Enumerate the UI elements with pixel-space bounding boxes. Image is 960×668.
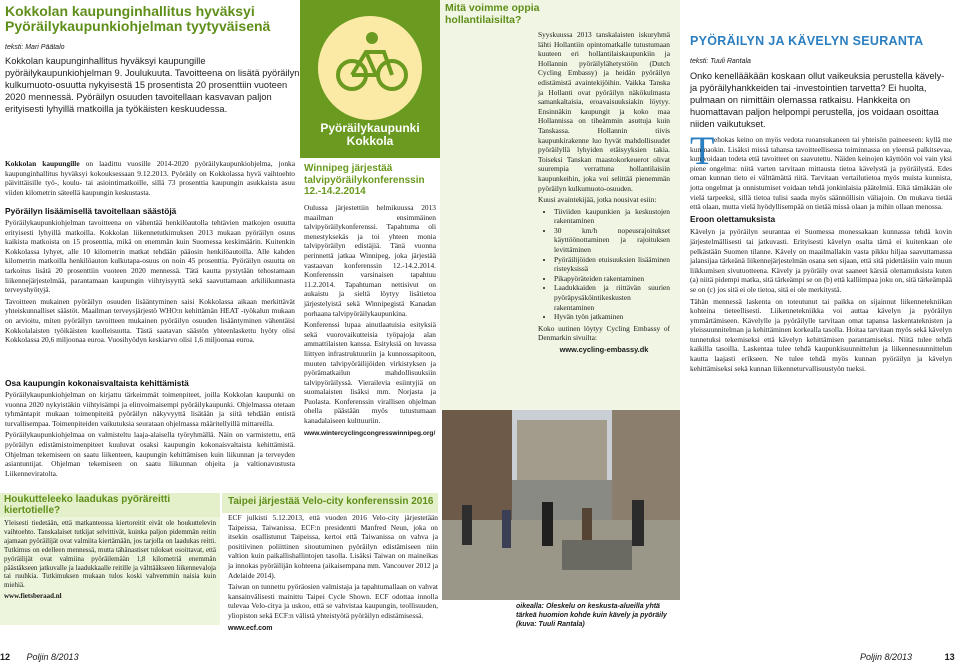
- left-p4: Pyöräilykaupunkiohjelmaa on valmisteltu laaja-alaisella työryhmällä. Näin on varmistettu, että pyöräilyn edistämistoimenpiteet kuuluvat osaksi kaupungin kokonaisvaltaista kehittämistä. Ohjelman tekemiseen on saatu liikenteen, kaupungin kehittämisen kuin liikunnan ja terveyden asiantuntijat. Ohjelman tekemiseen on saatu liikunnan ohjeita ja valtionavustusta Liikenneviratolta.: [5, 430, 295, 478]
- right-p3: Tähän mennessä laskenta on toteutunut tai paikka on sijainnut liikennetekniikan kohteina tieteellisesti. Liikennetekniikka voi auttaa kävelyn ja pyöräilyn ymmärtämiseen. Kävelylle ja pyöräilylle tarvitaan omat tapansa laskentateknisten ja yleissuunnitelman ja kehittäminen korkealla tasolla. Hoitaa tarvitaan myös sekä kävelyn tunnetuksi tekemiseksi että kävelyn kehittämisen parantamiseksi. Niitä tulee tehdä kaikilla tasoilla. Laskentaa tulee tehdä kaupunkisuunnittelun ja liikennesuunnittelun kautta laajasti erikseen. Ne tulee tehdä myös kunnan pyöräilyn ja kävelyn kehittämiseksi sekä kunnan liikenneturvallisuustyön tueksi.: [690, 296, 952, 373]
- dutch-box-text: [538, 30, 670, 357]
- left-intro: [5, 159, 295, 199]
- dutch-bullet: • 30 km/h nopeusrajoitukset käyttöönottaminen ja rajoituksen levittäminen: [554, 226, 670, 255]
- right-footer: [860, 652, 955, 662]
- logo-block: [300, 0, 440, 158]
- left-p3: Pyöräilykaupunkiohjelman on kirjattu tärkeimmät toimenpiteet, joilla Kokkolan kaupunki on vuonna 2020 nykyistäkin viihtyisämpi ja elinvoimaisempi pyöräilykaupunki. Ohjelmassa otetaan tyhmäntapit mukaan toimenpiteitä pyöräilyn näkyvyyttä lisätään ja siitä tehdään entistä turvallisempaa. Toimenpiteiden vaikutuksia seurataan ohjelmassa määritellyillä mittareilla.: [5, 390, 295, 428]
- street-photo: [442, 410, 680, 600]
- dutch-bullet-list: [538, 207, 670, 322]
- left-footer: [0, 652, 79, 662]
- dutch-p3: Koko uutinen löytyy Cycling Embassy of Denmarkin sivuilta:: [538, 323, 670, 343]
- dutch-p1: Syyskuussa 2013 tanskalaisten iskuryhmä lähti Hollantiin opintomatkalle tutustumaan kuuteen eri hollantilaiskaupunkiin ja Hollannin pyöräilylähetystöön (Dutch Cycling Embassy) ja heidän pyöräilyn edistämistä avaintekijöihin. Vaikka Tanska ja Hollanti ovat pyöräilyn näkökulmasta samankaltaisia, eroavaisuuksiakin löytyy. Ensinnäkin kaupungit ja koko maa Hollannissa on tiheämmin asuttuja kuin Tanskassa. Hollannin tiivis kaupunkirakenne luo hyvät mahdollisuudet pyöräilyllä lyhyiden etäisyyksien takia. Toiseksi Tanskan maastokorkeuerot olivat suurempia verrattuna hollantilaisiin kaupunkeihin, joka voi selittää pienemmän pyöräilyn kulkumuoto-osuuden.: [538, 30, 670, 193]
- middle-velo-text: [228, 513, 438, 635]
- left-box-paragraph: Yleisesti tiedetään, että matkanteossa kiertoreitit eivät ole houkuttelevin vaihtoehto. Tanskalaiset tutkijat selvittivät, kuinka paljon pidemmän reitin ajamaan pyöräilijät ovat valmiita kiertämään, jos tarjolla on laadukas reitti. Tutkimus on edelleen mennessä, mutta tähänastiset tulokset osoittavat, että pyöräilijät ovat valmiina pyöräilemään 1,8 kilometriä enemmän päästäkseen jatkuvalle ja laadukkaalle reitille ja välttääkseen liikennevaloja tai ruuhkia. Tutkimuksen mukaan tulos koski vahvemmin naisia kuin miehiä.: [4, 519, 216, 590]
- left-p1: Pyöräilykaupunkiohjelman tavoitteena on vähentää henkilöautolla tehtävien matkojen osuutta erityisesti lyhyillä matkoilla. Kokkolan liikennetutkimuksen 2013 mukaan pyöräilyn osuus kaikista matkoista on 15 prosenttia, mikä on enemmän kuin Suomessa keskimäärin. Kuitenkin Kokkolassa lyhyet, alle 10 kilometrin matkat tehdään pääosin henkilöautoilla. Alle kahden kilometrin matkoilla henkilöauton kulkutapa-osuus on noin 45 prosenttia. Pyöräilyn osuutta on tarkoitus lisätä 20 prosenttiin vuoteen 2020 mennessä. Tätä kautta pystytään tehostamaan liikennejärjestelmää, parantamaan kaupungin viihtyisyyttä sekä saavuttamaan arkiliikunnasta terveyshyötyjä.: [5, 218, 295, 295]
- velo-p2: Taiwan on tunnettu pyöräosien valmistaja ja tapahtumallaan on vahvat kansainvälisesti mainittu Taipei Cycle Shown. ECF odottaa innolla tulevaa Velo-citya ja uskoo, että se vahvistaa kaupungin, teollisuuden, yliopiston sekä ECF:n välistä yhteistyötä pyöräilyn edistämisessä.: [228, 582, 438, 620]
- intro-bold: Kokkolan kaupungille: [5, 159, 80, 168]
- left-title: Kokkolan kaupunginhallitus hyväksyi Pyöräilykaupunkiohjelman tyytyväisenä: [5, 3, 271, 34]
- left-author: teksti: Mari Päätalo: [5, 44, 65, 51]
- conf-url[interactable]: www.wintercyclingcongresswinnipeg.org/: [304, 429, 436, 437]
- right-body: [690, 135, 952, 375]
- velo-p1: ECF julkisti 5.12.2013, että vuoden 2016 Velo-city järjestetään Taipeissa, Taiwanissa. ECF:n presidentti Manfred Neun, joka on itsekin osallistunut Taipeissa, kertoi että Taiwanissa on vahva ja positiivinen poliittinen sitoutuminen pyöräilyn edistämiseen niin valtion kuin paikallishallintojen tasolla. Lisäksi Taiwan on maineikas ja innokas pyöräilijän kohteena (aikaisempana mm. Vancouver 2012 ja Adelaide 2014).: [228, 513, 438, 580]
- middle-velo-heading: Taipei järjestää Velo-city konferenssin 2016: [228, 496, 434, 507]
- right-magazine: Poljin 8/2013: [860, 652, 913, 662]
- right-heading: Eroon olettamuksista: [690, 213, 776, 224]
- dutch-bullet: • Laadukkaiden ja riittävän suurien pyöräpysäköintikeskusten rakentaminen: [554, 283, 670, 312]
- left-box-url[interactable]: www.fietsberaad.nl: [4, 592, 62, 601]
- left-box-text: [4, 519, 216, 603]
- dutch-bullet: • Tiiviiden kaupunkien ja keskustojen rakentaminen: [554, 207, 670, 226]
- conf-p2: Konferenssi lupaa ainutlaatuisia esityksiä sekä vuorovaikutteisia työpajoja alan ammattilaisten kanssa. Esityksiä on luvassa liittyen infrastruktuuriin ja kunnossapitoon, muuten talvipyöräilijöiden virkistyksen ja pyörämatkailun mahdollisuuksiin talvipyöräilyssä. Vierailevia esiintyjiä on suomalaisten lisäksi mm. Norjasta ja Puolasta. Konferenssin virallisen ohjelman ohella päästään myös tutustumaan kanadalaiseen kulttuuriin.: [304, 320, 436, 426]
- left-p2: Tavoitteen mukainen pyöräilyn osuuden lisääntyminen saisi Kokkolassa aikaan merkittävät yhteiskunnalliset säästöt. Maailman terveysjärjestö WHO:n kehittämän HEAT -työkalun mukaan on arvioitu, miten pyöräilyn tavoitteen mukainen pyöräilyn osuuden lisääntyminen vähentäisi Kokkolalaisten työikäisten kuolleisuutta. Tästä saatavan säästön yhteenlaskettu hyöty olisi Kokkolassa 20,6 miljoonaa euroa. Vuosihyödyn keskiarvo olisi 1,6 miljoonaa euroa.: [5, 296, 295, 345]
- dutch-bullet: • Pikapyöräteiden rakentaminen: [554, 274, 670, 284]
- intro-text: on laadittu vuosille 2014-2020 pyöräilykaupunkiohjelma, jonka kaupunginhallitus hyväksyi kokouksessaan 9.12.2013. Pyöräily on Kokkolassa hyvä vaihtoehto päivittäisille työ-, koulu- tai asiointimatkoille, sillä 73 prosenttia kaupungin asukkaista asuu viiden kilometrin säteellä kaupungin keskustasta.: [5, 159, 296, 197]
- street-photo-image: [442, 410, 680, 600]
- right-dropcap: T: [690, 128, 715, 173]
- left-section-2: [5, 390, 295, 480]
- right-title: PYÖRÄILYN JA KÄVELYN SEURANTA: [690, 34, 924, 48]
- left-magazine: Poljin 8/2013: [26, 652, 79, 662]
- middle-heading-conf: Winnipeg järjestää talvipyöräilykonferenssin 12.-14.2.2014: [304, 163, 425, 197]
- left-section-1: [5, 218, 295, 347]
- velo-url[interactable]: www.ecf.com: [228, 624, 273, 632]
- right-p1: ehokas keino on myös vedota ruoansukaneen tai yhteisön paineeseen: kyllä me kun naokin. Lisäksi missä tahansa tavoitteellisessa toiminnassa on yleensä palkitsevaa, kun voidaan todeta että tavoitteet on saavutettu. Näiden keinojen käyttöön voi vain yksi piene ongelma: niitä varten tarvitaan mittausta tietoa kävelystä ja pyöräilystä. Edes oman kunnan tieto ei välttämättä riitä. Tarvitaan vertailutietoa myös muista kunnista, jotta ongelmat ja onnistumiset voidaan tehdä jonkinlaisia päätelmiä. Eikä tämäkään ole vielä tarpeeksi, sillä tietoa tulisi saada myös säännöllisin väliajoin. On mukava tietää että olaan, mutta vielä hyödyllisempää on tietää missä olaan ja mihin ollaan menossa.: [690, 135, 952, 212]
- left-heading-1: Pyöräilyn lisäämisellä tavoitellaan säästöjä: [5, 206, 177, 216]
- right-p2: Kävelyn ja pyöräilyn seurantaa ei Suomessa monessakaan kunnassa tehdä kovin järjestelmällisesti tai jatkuvasti. Erityisesti kävelyn osalta tämä ei kuitenkaan ole pelkästään Suomen tilanne. Kävely on maailmallakin vasta pikku hiljaa saavuttamassa jalansijaa tärkeänä liikennejärjestelmän osana sen sijaan, että sitä pidettäisiin vain muun liikkumisen sivutuotteena. Kävely ja pyöräily ovat saaneet kärsiä olettamuksista kuten (a) niitä pidempi matka, sitä tärkeämpi se on (b) että kalliimpaa joku on, sitä tärkeämpää se on (c) jos sitä ei ole tietoa, sitä ei ole merkitystä.: [690, 227, 952, 294]
- conf-p1: Oulussa järjestettiin helmikuussa 2013 maailman ensimmäinen talvipyöräilykonferenssi. Tapahtuma oli menestyksekäs ja toi yhteen monia talvipyöräilyn edistäjiä. Tänä vuonna perinnettä jatkaa Winnipeg, joka järjestää vastaavan konferenssin 12.-14.2.2014. Konferenssin varsinaisen tapahtuu 11.2.2014. Tapahtuman nettisivut on aukaistu ja sieltä löytyy lisätietoa järjestelyistä sekä Winnipegistä Kanadan porhaana talvipyöräilykaupunkina.: [304, 203, 436, 318]
- dutch-bullet: • Hyvän työn jatkaminen: [554, 312, 670, 322]
- middle-conf-text: [304, 203, 436, 440]
- dutch-p2: Kuusi avaintekijää, jotka nousivat esiin:: [538, 195, 657, 205]
- left-heading-2: Osa kaupungin kokonaisvaltaista kehittämistä: [5, 378, 189, 388]
- photo-caption: oikealla: Oleskelu on keskusta-alueilla yhtä tärkeä huomion kohde kuin kävely ja pyöräily (kuva: Tuuli Rantala): [516, 603, 667, 628]
- right-page-number: 13: [944, 652, 955, 662]
- left-lead: Kokkolan kaupunginhallitus hyväksyi kaupungille pyöräilykaupunkiohjelman 9. Joulukuuta. Tavoitteena on lisätä pyöräilyn kulkumuoto-osuutta nykyisestä 15 prosentista 20 prosenttiin vuoteen 2020 mennessä. Pyöräilyn osuuden tavoitellaan kasvavan paljon erityisesti lyhyillä matkoilla ja työkäisten keskuudessa.: [5, 56, 300, 114]
- right-lead: Onko kenellääkään koskaan ollut vaikeuksia perustella kävely- ja pyöräilyhankkeiden tai -investointien tarvetta? Ei huolta, pulmaan on nimittäin olemassa ratkaisu. Hankkeita on huomattavan paljon helpompi perustella, jos voidaan osoittaa niiden vaikutukset.: [690, 71, 945, 129]
- right-author: teksti: Tuuli Rantala: [690, 58, 751, 65]
- dutch-url[interactable]: www.cycling-embassy.dk: [559, 345, 649, 354]
- left-box-title: Houkutteleeko laadukas pyöräreitti kiertotielle?: [4, 494, 171, 516]
- dutch-bullet: • Pyöräilijöiden etuisuuksien lisääminen risteyksissä: [554, 255, 670, 274]
- logo-text: Pyöräilykaupunki Kokkola: [320, 121, 420, 148]
- left-page-number: 12: [0, 652, 11, 662]
- dutch-box-title: Mitä voimme oppia hollantilaisilta?: [445, 2, 540, 26]
